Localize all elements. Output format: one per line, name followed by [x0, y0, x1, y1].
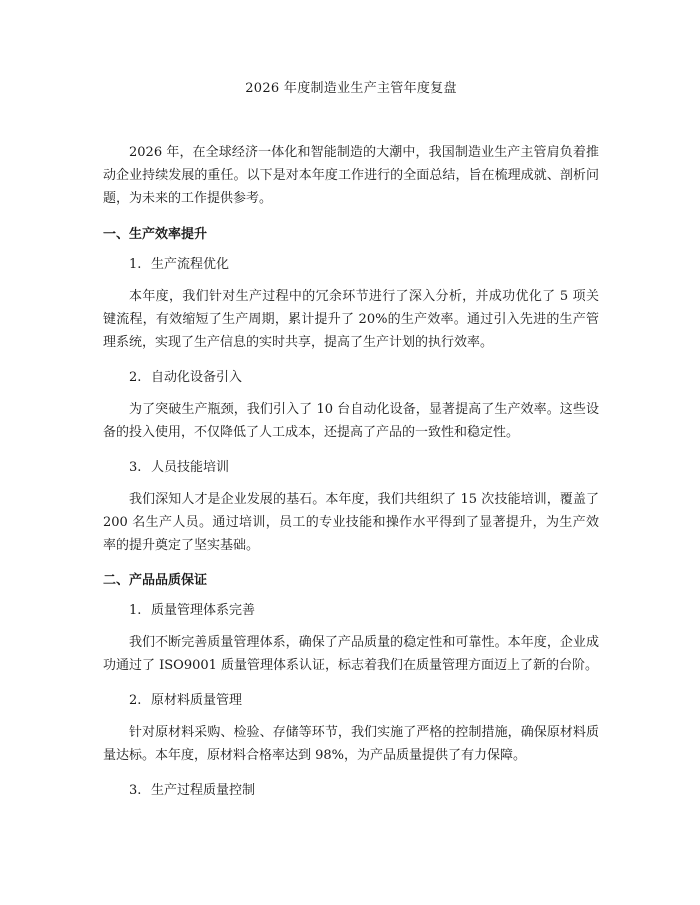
body-skills-training: 我们深知人才是企业发展的基石。本年度，我们共组织了 15 次技能培训，覆盖了 200 名生产人员。通过培训，员工的专业技能和操作水平得到了显著提升，为生产效率的提升奠定了坚实基础。 [103, 492, 599, 553]
body-automation-equipment: 为了突破生产瓶颈，我们引入了 10 台自动化设备，显著提高了生产效率。这些设备的投入使用，不仅降低了人工成本，还提高了产品的一致性和稳定性。 [103, 402, 599, 440]
section-heading-efficiency: 一、生产效率提升 [103, 227, 208, 242]
item-number: 3. [129, 460, 142, 475]
subheading-process-optimization [103, 255, 599, 275]
item-title: 自动化设备引入 [151, 370, 243, 385]
body-quality-system: 我们不断完善质量管理体系，确保了产品质量的稳定性和可靠性。本年度，企业成功通过了 ISO9001 质量管理体系认证，标志着我们在质量管理方面迈上了新的台阶。 [103, 635, 599, 673]
body-process-optimization: 本年度，我们针对生产过程中的冗余环节进行了深入分析，并成功优化了 5 项关键流程，有效缩短了生产周期，累计提升了 20%的生产效率。通过引入先进的生产管理系统，实现了生产信息的实时共享，提高了生产计划的执行效率。 [103, 289, 599, 350]
subheading-raw-material [103, 691, 599, 711]
item-title: 生产过程质量控制 [151, 783, 256, 798]
item-title: 原材料质量管理 [151, 693, 243, 708]
document-content [103, 79, 599, 811]
item-number: 3. [129, 783, 142, 798]
item-number: 2. [129, 370, 142, 385]
body-raw-material: 针对原材料采购、检验、存储等环节，我们实施了严格的控制措施，确保原材料质量达标。本年度，原材料合格率达到 98%，为产品质量提供了有力保障。 [103, 725, 599, 763]
item-number: 1. [129, 257, 142, 272]
subheading-skills-training [103, 458, 599, 478]
intro-paragraph: 2026 年，在全球经济一体化和智能制造的大潮中，我国制造业生产主管肩负着推动企业持续发展的重任。以下是对本年度工作进行的全面总结，旨在梳理成就、剖析问题，为未来的工作提供参考。 [103, 145, 599, 206]
item-number: 2. [129, 693, 142, 708]
subheading-automation-equipment [103, 368, 599, 388]
subheading-process-quality-control [103, 781, 599, 801]
subheading-quality-system [103, 601, 599, 621]
document-title: 2026 年度制造业生产主管年度复盘 [245, 81, 457, 96]
item-number: 1. [129, 603, 142, 618]
item-title: 质量管理体系完善 [151, 603, 256, 618]
item-title: 生产流程优化 [151, 257, 230, 272]
item-title: 人员技能培训 [151, 460, 230, 475]
section-heading-quality: 二、产品品质保证 [103, 573, 208, 588]
